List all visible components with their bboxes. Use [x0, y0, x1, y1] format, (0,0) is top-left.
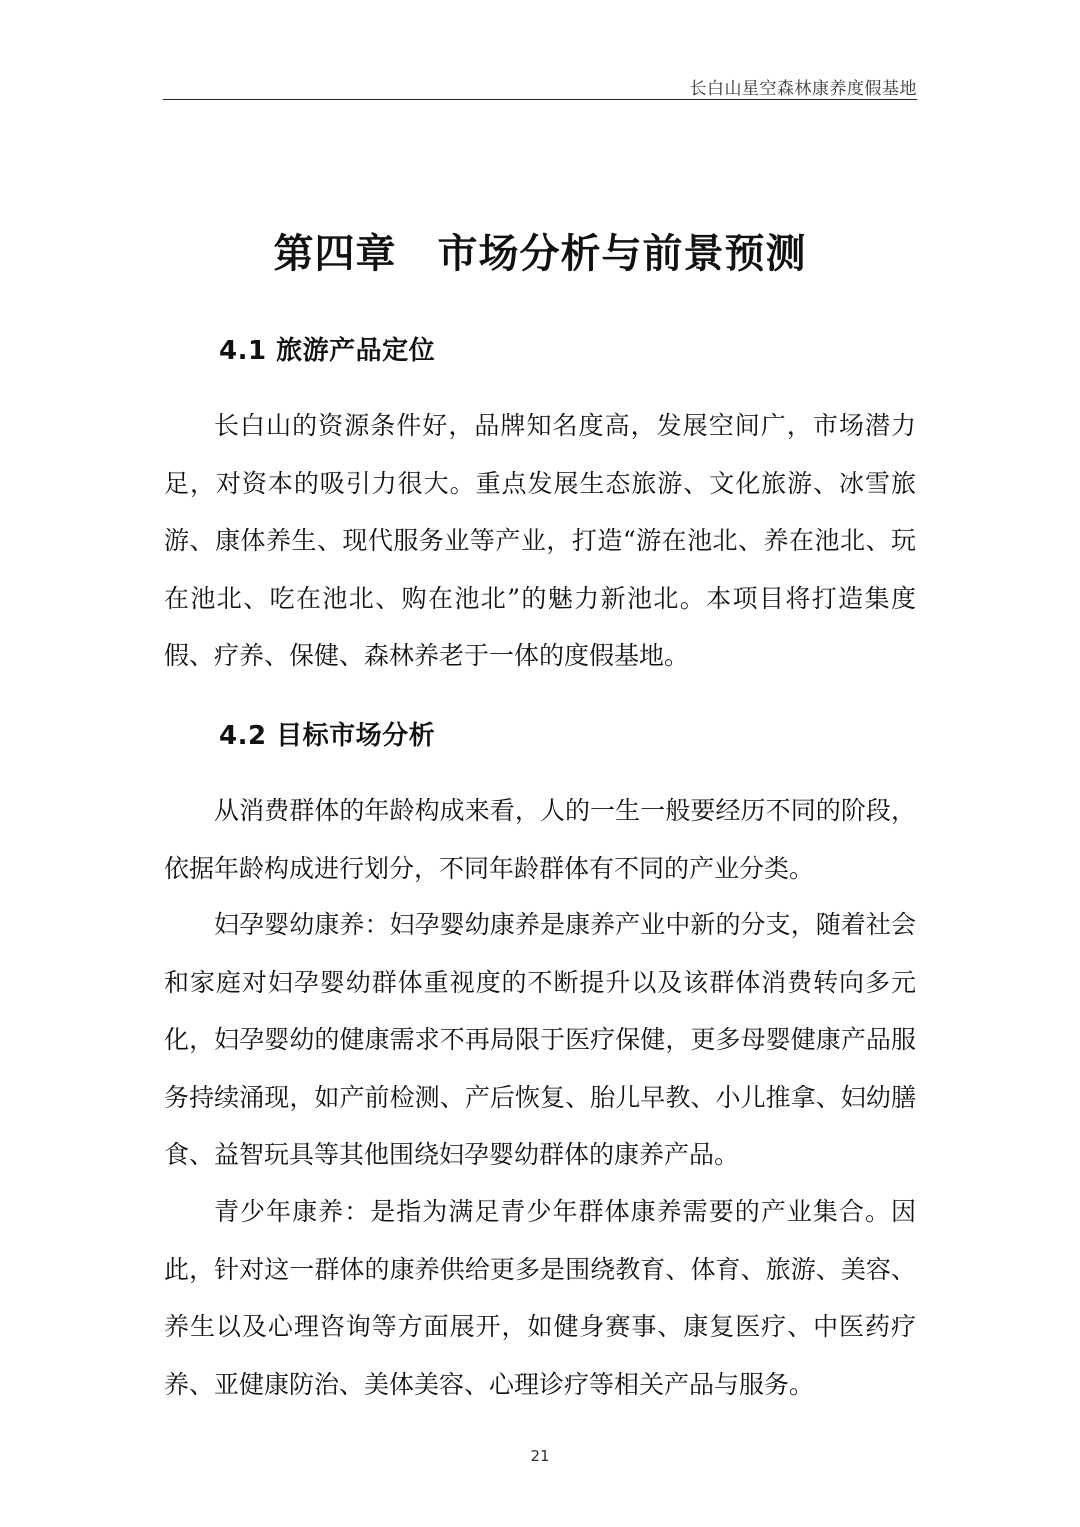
page-header — [163, 70, 917, 100]
paragraph-age-structure: 从消费群体的年龄构成来看，人的一生一般要经历不同的阶段，依据年龄构成进行划分，不同年龄群体有不同的产业分类。 — [164, 796, 916, 883]
paragraph-product-positioning: 长白山的资源条件好，品牌知名度高，发展空间广，市场潜力足，对资本的吸引力很大。重点发展生态旅游、文化旅游、冰雪旅游、康体养生、现代服务业等产业，打造“游在池北、养在池北、玩在池北、吃在池北、购在池北”的魅力新池北。本项目将打造集度假、疗养、保健、森林养老于一体的度假基地。 — [164, 411, 916, 670]
section-heading-4-1: 4.1 旅游产品定位 — [219, 336, 436, 366]
chapter-title: 第四章 市场分析与前景预测 — [273, 231, 807, 277]
paragraph-youth-care: 青少年康养：是指为满足青少年群体康养需要的产业集合。因此，针对这一群体的康养供给更多是围绕教育、体育、旅游、美容、养生以及心理咨询等方面展开，如健身赛事、康复医疗、中医药疗养、亚健康防治、美体美容、心理诊疗等相关产品与服务。 — [164, 1197, 916, 1399]
page-number: 21 — [530, 1447, 550, 1465]
section-heading-4-2: 4.2 目标市场分析 — [219, 721, 436, 751]
paragraph-maternal-infant-care: 妇孕婴幼康养：妇孕婴幼康养是康养产业中新的分支，随着社会和家庭对妇孕婴幼群体重视度的不断提升以及该群体消费转向多元化，妇孕婴幼的健康需求不再局限于医疗保健，更多母婴健康产品服务持续涌现，如产前检测、产后恢复、胎儿早教、小儿推拿、妇幼膳食、益智玩具等其他围绕妇孕婴幼群体的康养产品。 — [164, 910, 916, 1169]
header-title: 长白山星空森林康养度假基地 — [689, 79, 917, 99]
